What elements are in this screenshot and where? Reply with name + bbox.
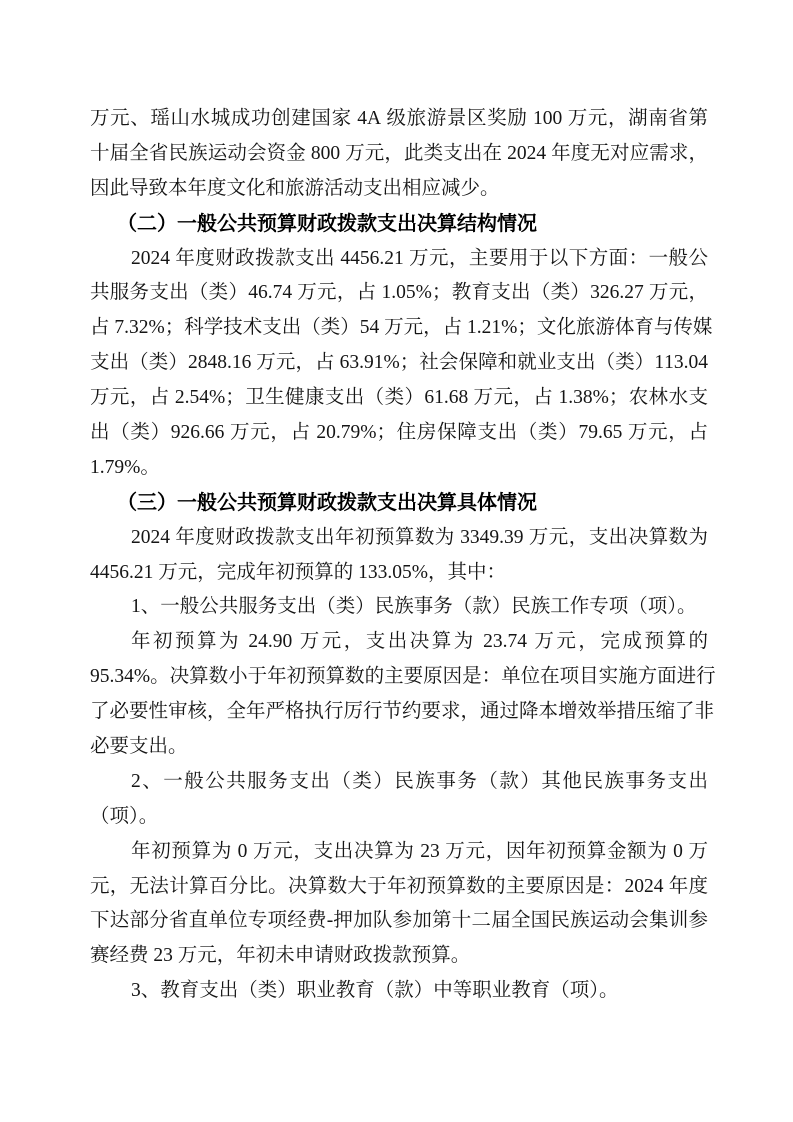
text-line: 下达部分省直单位专项经费-押加队参加第十二届全国民族运动会集训参 [90,910,708,932]
section-heading: （三）一般公共预算财政拨款支出决算具体情况 [117,491,537,514]
text-line: 2024 年度财政拨款支出 4456.21 万元，主要用于以下方面：一般公 [131,247,708,269]
text-line: 共服务支出（类）46.74 万元，占 1.05%；教育支出（类）326.27 万元， [90,282,708,304]
text-line: 年初预算为 24.90 万元，支出决算为 23.74 万元，完成预算的 [131,631,708,653]
text-line: 95.34%。决算数小于年初预算数的主要原因是：单位在项目实施方面进行 [90,666,716,688]
text-line: 因此导致本年度文化和旅游活动支出相应减少。 [90,177,500,199]
text-line: 4456.21 万元，完成年初预算的 133.05%，其中： [90,561,506,583]
text-line: 出（类）926.66 万元，占 20.79%；住房保障支出（类）79.65 万元，占 [90,422,708,444]
text-line: 占 7.32%；科学技术支出（类）54 万元，占 1.21%；文化旅游体育与传媒 [90,317,713,339]
text-line: 1.79%。 [90,456,160,478]
text-line: 赛经费 23 万元，年初未申请财政拨款预算。 [90,945,471,967]
text-line: 了必要性审核，全年严格执行厉行节约要求，通过降本增效举措压缩了非 [90,701,715,723]
text-line: 3、教育支出（类）职业教育（款）中等职业教育（项）。 [131,980,619,1002]
text-line: 2024 年度财政拨款支出年初预算数为 3349.39 万元，支出决算数为 [131,526,708,548]
document-body [90,102,716,1009]
text-line: 支出（类）2848.16 万元，占 63.91%；社会保障和就业支出（类）113.04 [90,352,708,374]
text-line: 年初预算为 0 万元，支出决算为 23 万元，因年初预算金额为 0 万 [131,840,708,862]
section-heading: （二）一般公共预算财政拨款支出决算结构情况 [117,212,537,235]
text-line: 2、一般公共服务支出（类）民族事务（款）其他民族事务支出 [131,770,708,792]
text-line: 必要支出。 [90,736,188,758]
text-line: 万元、瑶山水城成功创建国家 4A 级旅游景区奖励 100 万元，湖南省第 [90,108,708,129]
text-line: 1、一般公共服务支出（类）民族事务（款）民族工作专项（项）。 [131,596,697,618]
text-line: 十届全省民族运动会资金 800 万元，此类支出在 2024 年度无对应需求， [90,142,708,164]
text-line: （项）。 [90,805,159,827]
text-line: 元，无法计算百分比。决算数大于年初预算数的主要原因是：2024 年度 [90,875,708,897]
text-line: 万元，占 2.54%；卫生健康支出（类）61.68 万元，占 1.38%；农林水支 [90,387,708,409]
